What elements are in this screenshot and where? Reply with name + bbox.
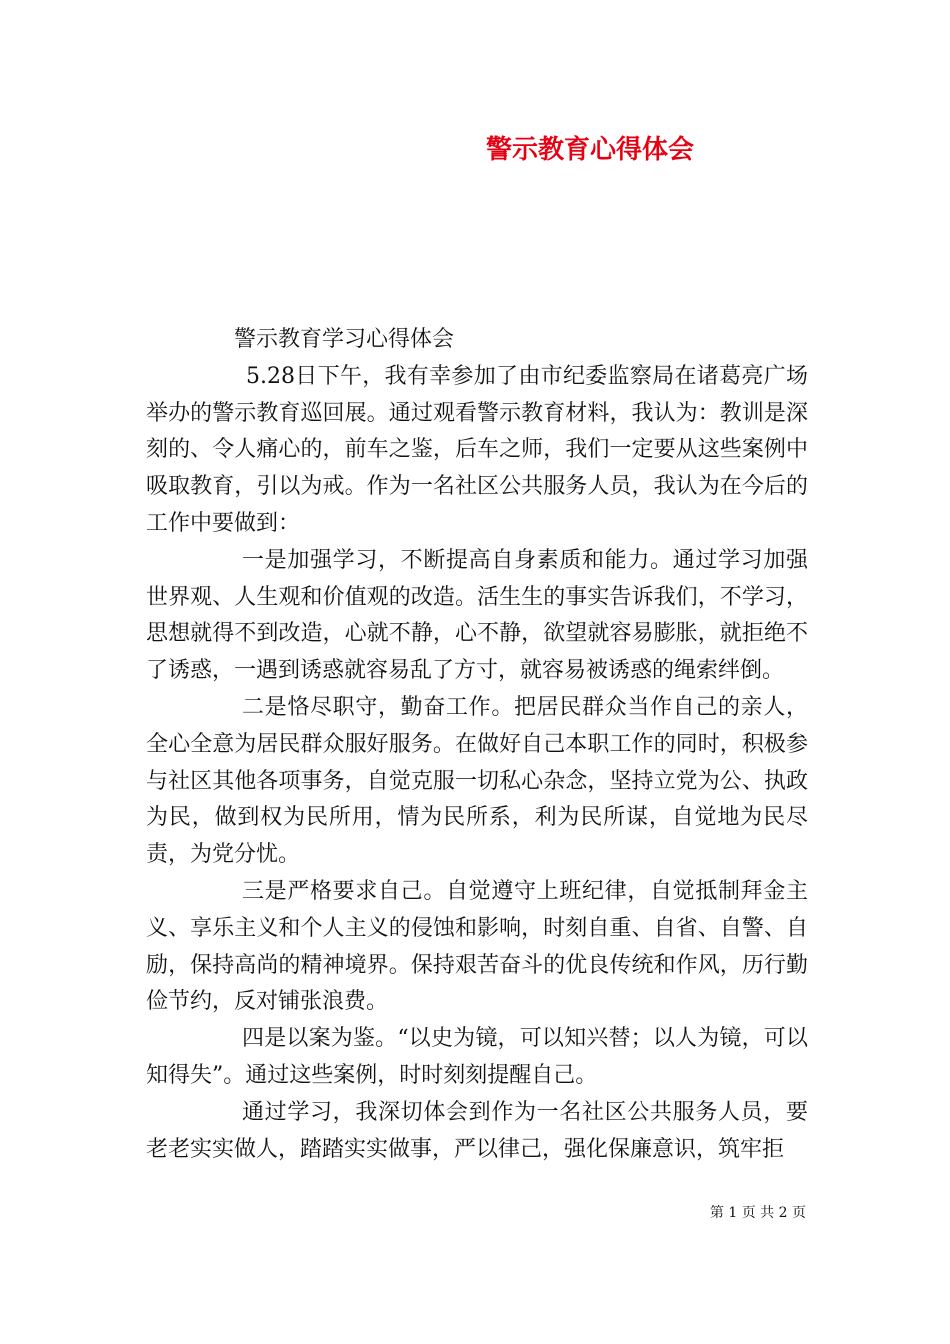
page-title: 警示教育心得体会 [485, 135, 694, 165]
paragraph-point-one: 一是加强学习，不断提高自身素质和能力。通过学习加强世界观、人生观和价值观的改造。活生生的事实告诉我们，不学习，思想就得不到改造，心就不静，心不静，欲望就容易膨胀，就拒绝不了诱惑，一遇到诱惑就容易乱了方寸，就容易被诱惑的绳索绊倒。 [146, 547, 808, 684]
paragraph-point-four: 四是以案为鉴。“以史为镜，可以知兴替；以人为镜，可以知得失”。通过这些案例，时时刻刻提醒自己。 [146, 1026, 808, 1088]
paragraph-point-three: 三是严格要求自己。自觉遵守上班纪律，自觉抵制拜金主义、享乐主义和个人主义的侵蚀和影响，时刻自重、自省、自警、自励，保持高尚的精神境界。保持艰苦奋斗的优良传统和作风，历行勤俭节约，反对铺张浪费。 [146, 878, 808, 1015]
document-subtitle: 警示教育学习心得体会 [234, 327, 455, 352]
paragraph-point-two: 二是恪尽职守，勤奋工作。把居民群众当作自己的亲人，全心全意为居民群众服好服务。在做好自己本职工作的同时，积极参与社区其他各项事务，自觉克服一切私心杂念，坚持立党为公、执政为民，做到权为民所用，情为民所系，利为民所谋，自觉地为民尽责，为党分忧。 [146, 694, 808, 868]
paragraph-intro: 5.28日下午，我有幸参加了由市纪委监察局在诸葛亮广场举办的警示教育巡回展。通过观看警示教育材料，我认为：教训是深刻的、令人痛心的，前车之鉴，后车之师，我们一定要从这些案例中吸取教育，引以为戒。作为一名社区公共服务人员，我认为在今后的工作中要做到： [146, 363, 808, 536]
paragraph-conclusion: 通过学习，我深切体会到作为一名社区公共服务人员，要老老实实做人，踏踏实实做事，严以律己，强化保廉意识，筑牢拒 [146, 1099, 808, 1162]
document-body [146, 322, 808, 1168]
page-number-footer: 第 1 页 共 2 页 [709, 1205, 806, 1221]
